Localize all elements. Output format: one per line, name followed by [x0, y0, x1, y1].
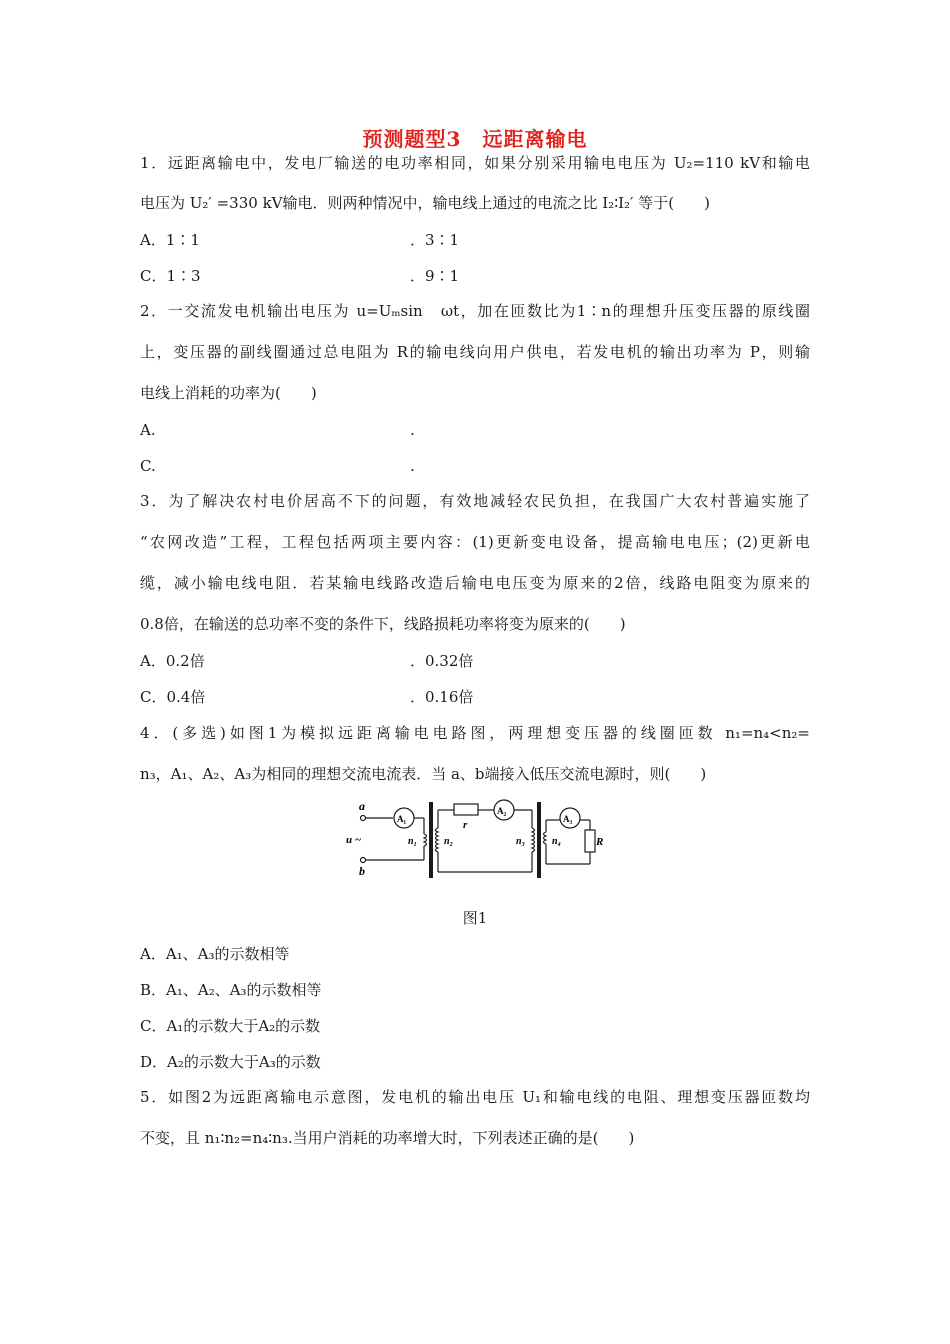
q2-stem-line1: 2．一交流发电机输出电压为 u=Uₘsin ωt，加在匝数比为1∶n的理想升压变压器的原线圈 [140, 302, 810, 320]
q4-option-d: D．A₂的示数大于A₃的示数 [140, 1053, 321, 1071]
transformer-core-1 [429, 802, 433, 878]
label-R: R [596, 836, 604, 848]
q1-stem-line2: 电压为 U₂′ =330 kV输电．则两种情况中，输电线上通过的电流之比 I₂∶I₂′ 等于( ) [140, 194, 710, 212]
label-n4: n₄ [552, 836, 562, 847]
coil-n4 [544, 832, 547, 844]
q4-option-b: B．A₁、A₂、A₃的示数相等 [140, 981, 322, 999]
q1-option-d: ．9∶1 [410, 267, 460, 285]
q4-option-c: C．A₁的示数大于A₂的示数 [140, 1017, 321, 1035]
q4-stem-line2: n₃，A₁、A₂、A₃为相同的理想交流电流表．当 a、b端接入低压交流电源时，则( ) [140, 765, 707, 783]
q3-stem-line2: “农网改造”工程，工程包括两项主要内容：(1)更新变电设备，提高输电电压；(2)更新电 [140, 533, 810, 551]
coil-n3 [532, 828, 535, 852]
q1-option-b: ．3∶1 [410, 231, 460, 249]
label-n1: n₁ [408, 836, 418, 847]
transformer-core-2 [537, 802, 541, 878]
q3-option-b: ．0.32倍 [410, 652, 474, 670]
q1-option-c: C．1∶3 [140, 267, 201, 285]
q2-stem-line2: 上，变压器的副线圈通过总电阻为 R的输电线向用户供电，若发电机的输出功率为 P，则输 [140, 343, 810, 361]
q2-option-c: C. [140, 457, 156, 475]
q3-stem-line3: 缆，减小输电线电阻．若某输电线路改造后输电电压变为原来的2倍，线路电阻变为原来的 [140, 574, 810, 592]
label-b: b [359, 864, 365, 878]
q3-option-d: ．0.16倍 [410, 688, 474, 706]
q4-stem-line1: 4．(多选)如图1为模拟远距离输电电路图，两理想变压器的线圈匝数 n₁=n₄<n₂= [140, 724, 810, 742]
label-a1: A₁ [397, 814, 407, 824]
terminal-b [361, 858, 366, 863]
label-n3: n₃ [516, 836, 526, 847]
figure-caption: 图1 [462, 909, 488, 927]
coil-n1 [424, 834, 427, 846]
circuit-diagram [338, 798, 608, 883]
terminal-a [361, 816, 366, 821]
q3-stem-line4: 0.8倍，在输送的总功率不变的条件下，线路损耗功率将变为原来的( ) [140, 615, 626, 633]
label-n2: n₂ [444, 836, 454, 847]
label-a2: A₂ [497, 806, 507, 816]
page-title: 预测题型3 远距离输电 [362, 127, 588, 151]
q2-option-d: . [410, 457, 415, 475]
resistor-r [454, 804, 478, 815]
q3-stem-line1: 3．为了解决农村电价居高不下的问题，有效地减轻农民负担，在我国广大农村普遍实施了 [140, 492, 810, 510]
q2-stem-line3: 电线上消耗的功率为( ) [140, 384, 317, 402]
q4-option-a: A．A₁、A₃的示数相等 [140, 945, 290, 963]
q5-stem-line1: 5．如图2为远距离输电示意图，发电机的输出电压 U₁和输电线的电阻、理想变压器匝数均 [140, 1088, 810, 1106]
q2-option-b: . [410, 421, 415, 439]
q3-option-a: A．0.2倍 [140, 652, 205, 670]
coil-n2 [436, 828, 439, 852]
q2-option-a: A. [140, 421, 156, 439]
label-a3: A₃ [563, 814, 573, 824]
q1-option-a: A．1∶1 [140, 231, 200, 249]
label-a: a [359, 799, 365, 813]
label-r: r [463, 819, 468, 831]
q5-stem-line2: 不变，且 n₁∶n₂=n₄∶n₃.当用户消耗的功率增大时，下列表述正确的是( ) [140, 1129, 635, 1147]
q3-option-c: C．0.4倍 [140, 688, 206, 706]
q1-stem-line1: 1．远距离输电中，发电厂输送的电功率相同，如果分别采用输电电压为 U₂=110 kV和输电 [140, 154, 810, 172]
label-u: u ~ [346, 834, 362, 846]
resistor-load [585, 830, 595, 852]
